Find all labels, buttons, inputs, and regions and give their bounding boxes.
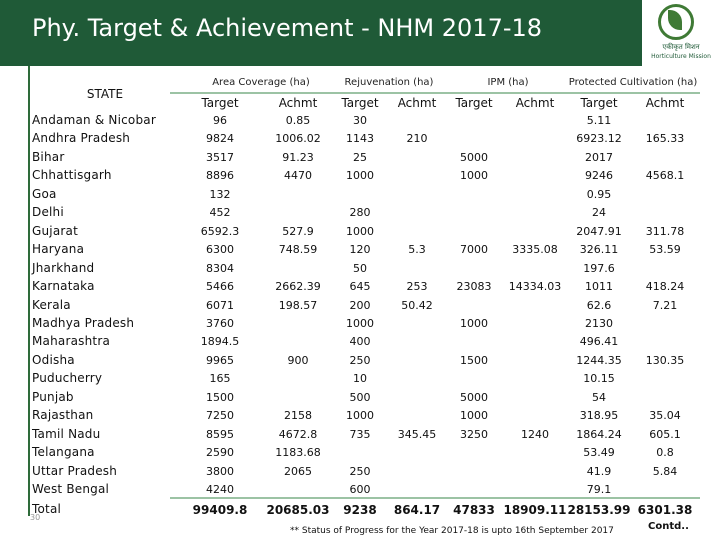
table-cell: 6592.3 [200,224,240,238]
table-row [0,242,720,260]
state-name: Telangana [32,445,95,460]
table-cell: 1000 [346,316,374,330]
table-cell: 605.1 [649,427,681,441]
table-cell: 4568.1 [645,169,685,183]
table-cell: 6300 [206,243,234,257]
table-cell: 500 [349,390,371,404]
col-header: Achmt [278,96,318,110]
page-title: Phy. Target & Achievement - NHM 2017-18 [32,14,543,42]
table-cell: 4672.8 [278,427,318,441]
table-cell: 18909.11 [503,503,567,517]
state-name: Kerala [32,297,71,312]
table-cell: 8304 [206,261,234,275]
state-name: Gujarat [32,223,78,238]
state-name: Uttar Pradesh [32,463,118,478]
table-cell: 311.78 [645,224,685,238]
table-cell: 30 [353,114,367,127]
state-name: Madhya Pradesh [32,315,135,330]
table-cell: 280 [349,206,371,220]
logo-text-english: Horticulture Mission [651,53,711,60]
table-row [0,408,720,426]
col-header: Achmt [397,96,437,110]
table-cell: 91.23 [282,150,314,164]
table-row [0,168,720,186]
table-cell: 35.04 [649,409,681,423]
col-header: Achmt [515,96,555,110]
table-cell: 900 [287,353,309,367]
state-name: Odisha [32,352,75,367]
table-cell: 20685.03 [266,503,330,517]
table-row [0,298,720,316]
state-name: West Bengal [32,482,110,496]
table-row [0,482,720,500]
table-cell: 1894.5 [200,335,240,349]
col-header: Target [455,96,493,110]
table-cell: 9246 [585,169,613,183]
table-cell: 345.45 [397,427,437,441]
state-name: Goa [32,186,57,201]
table-cell: 418.24 [645,280,685,294]
state-name: Puducherry [32,371,103,386]
table-cell: 165 [209,372,231,386]
table-cell: 1000 [346,169,374,183]
table-row [0,187,720,205]
table-cell: 0.95 [586,187,612,201]
table-cell: 0.85 [285,114,311,127]
table-cell: 600 [349,483,371,496]
logo-text-hindi: एकीकृत मिशन [662,43,700,51]
table-row [0,279,720,297]
table-cell: 41.9 [586,464,612,478]
table-row [0,224,720,242]
table-cell: 1000 [346,409,374,423]
state-name: Karnataka [32,279,95,294]
table-row [0,113,720,131]
table-cell: 6301.38 [637,503,693,517]
table-cell: 54 [592,390,606,404]
table-cell: 326.11 [579,243,619,257]
table-cell: 3800 [206,464,234,478]
table-cell: 96 [213,114,227,127]
table-cell: 1864.24 [576,427,622,441]
table-cell: 1244.35 [576,353,622,367]
table-cell: 3760 [206,316,234,330]
table-cell: 1000 [346,224,374,238]
total-row [0,502,720,520]
table-row [0,205,720,223]
table-cell: 53.49 [583,446,615,460]
table-cell: 5.11 [586,114,612,127]
table-cell: 7.21 [652,298,678,312]
col-header: Target [341,96,379,110]
table-cell: 24 [592,206,606,220]
state-name: Chhattisgarh [32,168,112,183]
state-header: STATE [86,87,124,101]
table-cell: 50.42 [401,298,433,312]
col-header: Target [580,96,618,110]
col-header: Achmt [645,96,685,110]
table-cell: 4470 [284,169,312,183]
table-cell: 6071 [206,298,234,312]
continued-label: Contd.. [648,521,689,532]
table-row [0,353,720,371]
table-cell: 165.33 [645,132,685,146]
table-row [0,261,720,279]
table-cell: 496.41 [579,335,619,349]
table-cell: 3517 [206,150,234,164]
table-cell: 10.15 [583,372,615,386]
state-name: Maharashtra [32,334,111,349]
table-cell: 250 [349,353,371,367]
table-row [0,427,720,445]
table-cell: 2130 [585,316,613,330]
table-cell: 5.3 [408,243,426,257]
state-name: Jharkhand [32,260,95,275]
table-cell: 452 [209,206,231,220]
state-name: Andhra Pradesh [32,131,131,146]
table-cell: 864.17 [393,503,441,517]
table-cell: 10 [353,372,367,386]
table-cell: 200 [349,298,371,312]
table-cell: 50 [353,261,367,275]
table-cell: 2017 [585,150,613,164]
table-row [0,371,720,389]
table-cell: 4240 [206,483,234,496]
table-cell: 748.59 [278,243,318,257]
footnote: ** Status of Progress for the Year 2017-18 is upto 16th September 2017 [290,526,614,536]
group-protected-cultivation: Protected Cultivation (ha) [568,77,698,88]
table-row [0,131,720,149]
group-area-coverage: Area Coverage (ha) [212,77,310,88]
table-cell: 5000 [460,150,488,164]
state-name: Delhi [32,205,64,220]
table-cell: 735 [349,427,371,441]
table-cell: 400 [349,335,371,349]
table-cell: 1006.02 [275,132,321,146]
table-row [0,150,720,168]
header-separator [170,92,700,94]
table-cell: 2065 [284,464,312,478]
state-name: Haryana [32,242,85,257]
state-name: Bihar [32,149,65,164]
state-name: Rajasthan [32,408,94,423]
table-cell: 7000 [460,243,488,257]
table-cell: 8595 [206,427,234,441]
table-cell: 79.1 [586,483,612,496]
table-cell: 6923.12 [576,132,622,146]
page-number: 30 [30,513,41,522]
table-cell: 132 [209,187,231,201]
table-cell: 1183.68 [275,446,321,460]
table-cell: 99409.8 [192,503,248,517]
table-cell: 1143 [346,132,374,146]
table-cell: 1000 [460,316,488,330]
state-name: Punjab [32,389,74,404]
table-cell: 28153.99 [567,503,631,517]
table-cell: 5000 [460,390,488,404]
table-cell: 250 [349,464,371,478]
table-cell: 1240 [521,427,549,441]
table-cell: 3250 [460,427,488,441]
table-row [0,316,720,334]
table-row [0,464,720,482]
table-cell: 253 [406,280,428,294]
col-header: Target [201,96,239,110]
table-cell: 2662.39 [275,280,321,294]
table-cell: 23083 [456,280,492,294]
table-cell: 3335.08 [512,243,558,257]
table-cell: 9965 [206,353,234,367]
table-cell: 197.6 [583,261,615,275]
table-cell: 8896 [206,169,234,183]
table-cell: 5.84 [652,464,678,478]
table-cell: 527.9 [282,224,314,238]
table-cell: 5466 [206,280,234,294]
state-name: Tamil Nadu [32,426,101,441]
table-cell: 130.35 [645,353,685,367]
table-cell: 1000 [460,169,488,183]
table-cell: 1500 [460,353,488,367]
table-cell: 53.59 [649,243,681,257]
table-cell: 120 [349,243,371,257]
table-row [0,445,720,463]
group-ipm: IPM (ha) [487,77,529,88]
table-cell: 47833 [453,503,495,517]
state-name: Andaman & Nicobar [32,113,156,127]
table-cell: 1500 [206,390,234,404]
group-rejuvenation: Rejuvenation (ha) [344,77,434,88]
table-cell: 1000 [460,409,488,423]
table-cell: 14334.03 [508,280,562,294]
table-row [0,390,720,408]
table-cell: 25 [353,150,367,164]
table-cell: 0.8 [656,446,674,460]
table-cell: 62.6 [586,298,612,312]
table-cell: 210 [406,132,428,146]
total-label: Total [32,502,62,516]
table-cell: 645 [349,280,371,294]
table-cell: 2047.91 [576,224,622,238]
mission-logo [642,0,720,66]
table-cell: 2158 [284,409,312,423]
table-cell: 9238 [343,503,377,517]
table-cell: 2590 [206,446,234,460]
table-cell: 1011 [585,280,613,294]
table-row [0,334,720,352]
table-cell: 9824 [206,132,234,146]
table-cell: 198.57 [278,298,318,312]
table-cell: 318.95 [579,409,619,423]
table-cell: 7250 [206,409,234,423]
